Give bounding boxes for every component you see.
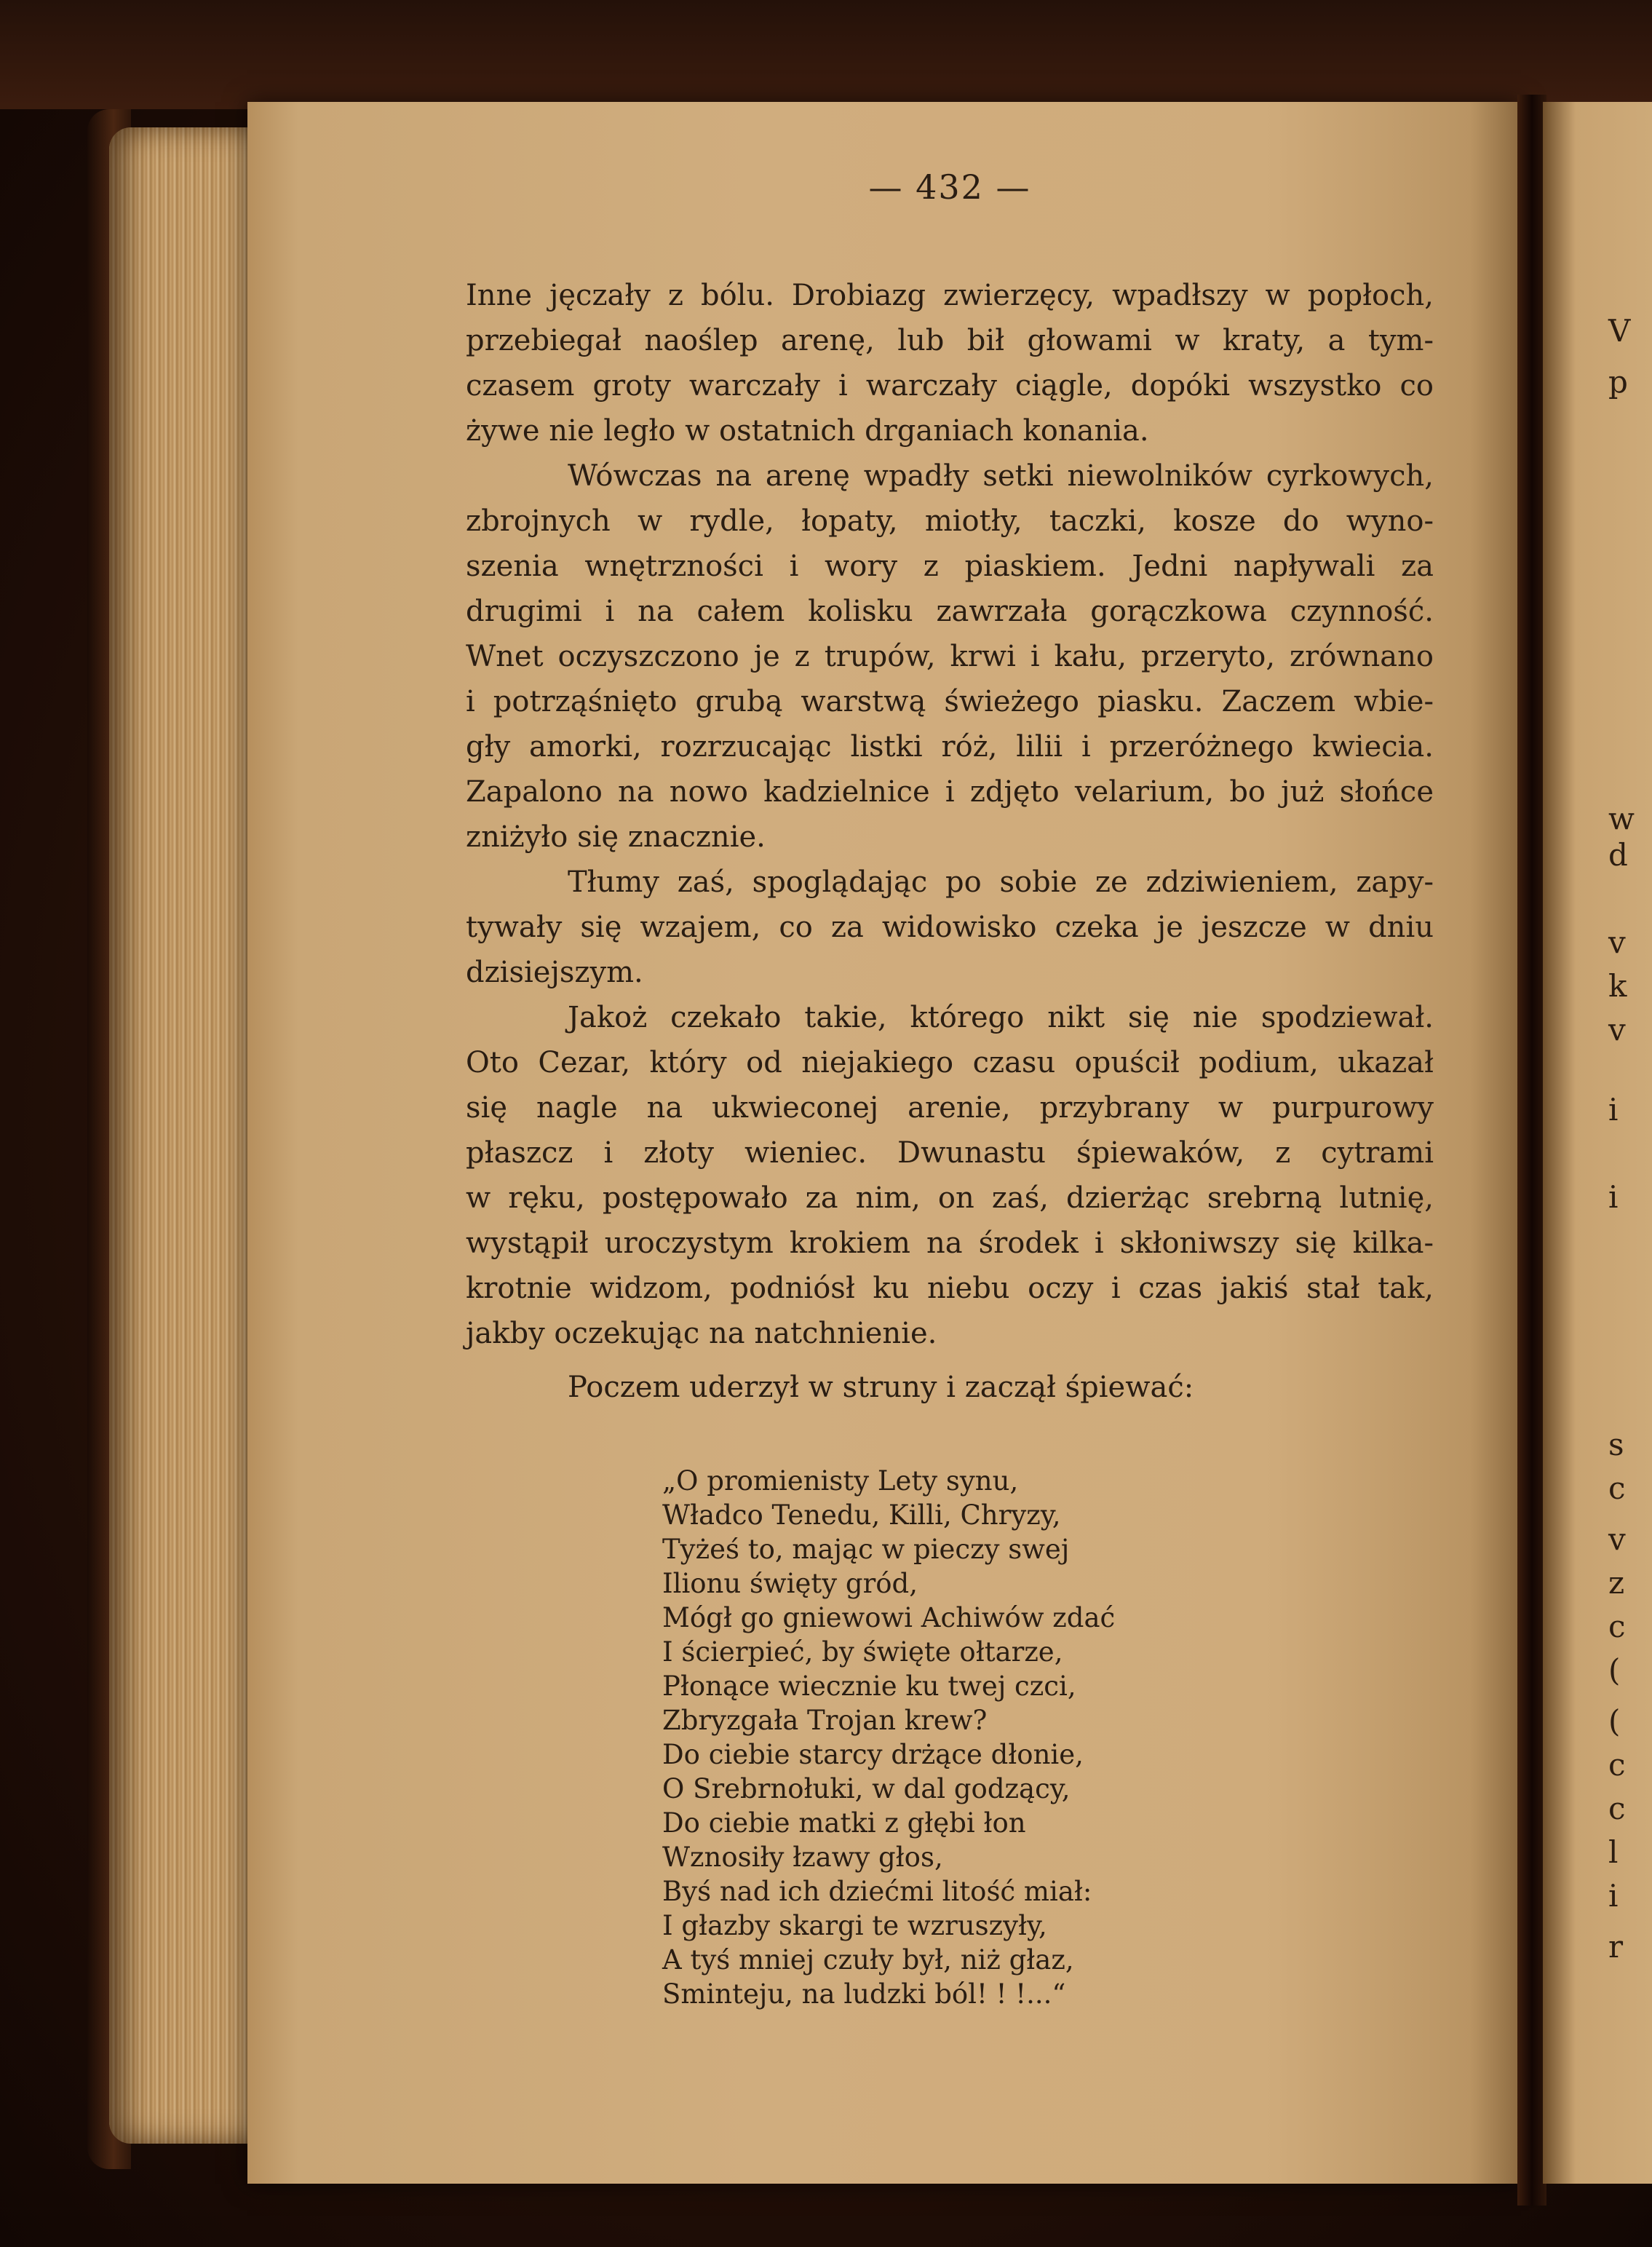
book-gutter bbox=[1517, 95, 1546, 2206]
poem-line: Władco Tenedu, Killi, Chryzy, bbox=[662, 1499, 1061, 1531]
poem-line: Do ciebie matki z głębi łon bbox=[662, 1807, 1026, 1839]
facing-page-letter: c bbox=[1608, 1609, 1626, 1644]
facing-page-letter: r bbox=[1608, 1929, 1624, 1965]
facing-page-letter: i bbox=[1608, 1179, 1619, 1215]
poem-line: Płonące wiecznie ku twej czci, bbox=[662, 1671, 1076, 1702]
facing-page-edge bbox=[1543, 102, 1652, 2184]
text-line: Wnet oczyszczono je z trupów, krwi i kału, przeryto, zrównano bbox=[466, 640, 1434, 673]
poem-line: O Srebrnołuki, w dal godzący, bbox=[662, 1773, 1071, 1804]
text-line: zniżyło się znacznie. bbox=[466, 820, 766, 854]
text-line: Zapalono na nowo kadzielnice i zdjęto velarium, bo już słońce bbox=[466, 775, 1434, 809]
facing-page-letter: s bbox=[1608, 1427, 1624, 1462]
text-line: Wówczas na arenę wpadły setki niewolników cyrkowych, bbox=[568, 459, 1434, 493]
facing-page-letter: V bbox=[1608, 313, 1631, 349]
text-line: żywe nie legło w ostatnich drganiach konania. bbox=[466, 414, 1149, 448]
facing-page-letter: p bbox=[1608, 364, 1628, 400]
poem-line: I głazby skargi te wzruszyły, bbox=[662, 1910, 1047, 1941]
facing-page-letter: l bbox=[1608, 1834, 1619, 1870]
text-line: płaszcz i złoty wieniec. Dwunastu śpiewaków, z cytrami bbox=[466, 1136, 1434, 1170]
text-line: gły amorki, rozrzucając listki róż, lilii i przeróżnego kwiecia. bbox=[466, 730, 1434, 764]
text-line: Inne jęczały z bólu. Drobiazg zwierzęcy, wpadłszy w popłoch, bbox=[466, 279, 1434, 312]
poem-line: A tyś mniej czuły był, niż głaz, bbox=[662, 1944, 1074, 1975]
poem-line: Mógł go gniewowi Achiwów zdać bbox=[662, 1602, 1116, 1633]
text-line: się nagle na ukwieconej arenie, przybrany w purpurowy bbox=[466, 1091, 1434, 1125]
facing-page-letter: i bbox=[1608, 1092, 1619, 1128]
background-strip bbox=[0, 0, 1652, 109]
text-line: szenia wnętrzności i wory z piaskiem. Jedni napływali za bbox=[466, 550, 1434, 583]
poem-line: Wznosiły łzawy głos, bbox=[662, 1842, 943, 1873]
facing-page-letter: v bbox=[1608, 1012, 1626, 1047]
poem-line: Sminteju, na ludzki ból! ! !...“ bbox=[662, 1978, 1066, 2010]
facing-page-letter: ( bbox=[1608, 1652, 1621, 1688]
facing-page-letter: w bbox=[1608, 801, 1635, 836]
poem-line: „O promienisty Lety synu, bbox=[662, 1465, 1019, 1497]
facing-page-letter: k bbox=[1608, 968, 1627, 1004]
facing-page-letter: i bbox=[1608, 1878, 1619, 1914]
facing-page-letter: c bbox=[1608, 1470, 1626, 1506]
text-line: czasem groty warczały i warczały ciągle, dopóki wszystko co bbox=[466, 369, 1434, 403]
text-line: dzisiejszym. bbox=[466, 956, 643, 989]
text-line: w ręku, postępowało za nim, on zaś, dzierżąc srebrną lutnię, bbox=[466, 1181, 1434, 1215]
poem-line: Byś nad ich dziećmi litość miał: bbox=[662, 1876, 1092, 1907]
text-line: krotnie widzom, podniósł ku niebu oczy i czas jakiś stał tak, bbox=[466, 1272, 1434, 1305]
text-line: Poczem uderzył w struny i zaczął śpiewać: bbox=[568, 1371, 1194, 1404]
text-line: drugimi i na całem kolisku zawrzała gorączkowa czynność. bbox=[466, 595, 1434, 628]
text-line: Tłumy zaś, spoglądając po sobie ze zdziwieniem, zapy- bbox=[568, 865, 1434, 899]
facing-page-letter: d bbox=[1608, 837, 1628, 873]
text-line: Oto Cezar, który od niejakiego czasu opuścił podium, ukazał bbox=[466, 1046, 1434, 1079]
facing-page-letter: z bbox=[1608, 1565, 1625, 1601]
text-line: jakby oczekując na natchnienie. bbox=[466, 1317, 937, 1350]
poem-line: Tyżeś to, mając w pieczy swej bbox=[662, 1534, 1070, 1565]
facing-page-letter: c bbox=[1608, 1747, 1626, 1783]
text-line: wystąpił uroczystym krokiem na środek i skłoniwszy się kilka- bbox=[466, 1226, 1434, 1260]
poem-line: Do ciebie starcy drżące dłonie, bbox=[662, 1739, 1084, 1770]
facing-page-letter: c bbox=[1608, 1791, 1626, 1826]
text-line: i potrząśnięto grubą warstwą świeżego piasku. Zaczem wbie- bbox=[466, 685, 1434, 718]
poem-line: Ilionu święty gród, bbox=[662, 1568, 918, 1599]
page-number: — 432 — bbox=[868, 167, 1031, 207]
text-line: Jakoż czekało takie, którego nikt się nie spodziewał. bbox=[568, 1001, 1434, 1034]
text-line: przebiegał naoślep arenę, lub bił głowami w kraty, a tym- bbox=[466, 324, 1434, 357]
text-line: tywały się wzajem, co za widowisko czeka je jeszcze w dniu bbox=[466, 911, 1434, 944]
text-line: zbrojnych w rydle, łopaty, miotły, taczki, kosze do wyno- bbox=[466, 504, 1434, 538]
facing-page-letter: v bbox=[1608, 924, 1626, 960]
facing-page-letter: v bbox=[1608, 1521, 1626, 1557]
poem-line: Zbryzgała Trojan krew? bbox=[662, 1705, 988, 1736]
poem-line: I ścierpieć, by święte ołtarze, bbox=[662, 1636, 1063, 1668]
facing-page-letter: ( bbox=[1608, 1703, 1621, 1739]
